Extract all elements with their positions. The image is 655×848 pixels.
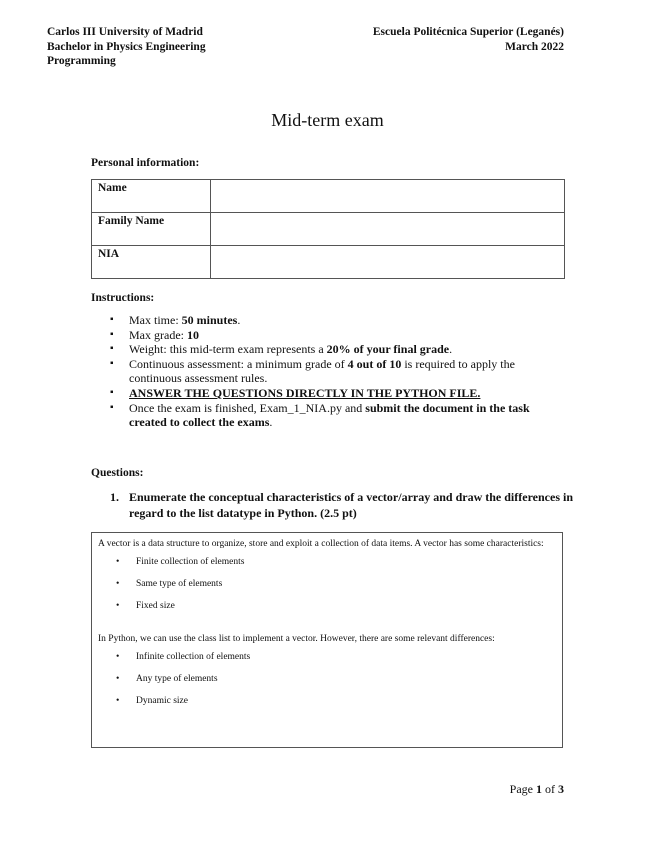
instruction-text: Continuous assessment: a minimum grade of [129,356,348,371]
python-differences-intro: In Python, we can use the class list to implement a vector. However, there are some relevant differences: [98,634,495,644]
nia-label: NIA [92,246,211,279]
instruction-text: Max grade: [129,327,187,342]
vector-characteristics-list [98,551,556,617]
page-number [510,782,564,797]
personal-info-table [91,179,565,279]
instruction-emphasis: ANSWER THE QUESTIONS DIRECTLY IN THE PYTHON FILE. [129,385,481,400]
list-item: • Same type of elements [98,573,556,595]
degree-name: Bachelor in Physics Engineering [47,40,206,53]
instruction-text: . [237,313,241,327]
current-page: 1 [536,782,542,796]
list-item: • Infinite collection of elements [98,646,556,668]
question-1 [110,489,579,521]
instruction-text: . [449,342,453,357]
instruction-text: Weight: this mid-term exam represents a [129,342,327,357]
family-name-label: Family Name [92,213,211,246]
list-item: • Any type of elements [98,668,556,690]
total-pages: 3 [558,782,564,796]
instruction-emphasis: 10 [186,327,199,342]
instruction-emphasis: submit the document in the task created to collect the exams [129,400,530,430]
question-number: 1. [110,490,119,504]
list-item [110,342,565,357]
table-row [92,246,565,279]
page-title: Mid-term exam [271,110,384,130]
list-differences-list [98,646,556,712]
instruction-text: . [269,415,273,430]
list-item: • Fixed size [98,595,556,617]
question-text: Enumerate the conceptual characteristics of a vector/array and draw the differences in regard to the list datatype in Python. (2.5 pt) [129,490,574,520]
header-left [47,25,206,69]
instruction-text: is required to apply the continuous assessment rules. [129,356,515,386]
page-word: Page [509,782,533,796]
list-item [110,401,565,430]
instruction-text: Max time: [129,313,182,327]
nia-field[interactable] [211,246,565,279]
table-row [92,180,565,213]
answer-intro: A vector is a data structure to organize, store and exploit a collection of data items. A vector has some characteristics: [98,539,544,549]
questions-label: Questions: [91,467,144,479]
of-word: of [545,782,555,796]
header-right [373,25,564,54]
list-item: • Dynamic size [98,690,556,712]
table-row [92,213,565,246]
instructions-label: Instructions: [91,292,155,304]
list-item: • Finite collection of elements [98,551,556,573]
school-name: Escuela Politécnica Superior (Leganés) [372,26,564,38]
list-item [110,313,565,328]
personal-info-label: Personal information: [91,157,200,169]
list-item [110,386,565,401]
exam-date: March 2022 [505,40,564,53]
name-label: Name [92,180,211,213]
instructions-list [110,313,565,430]
university-name: Carlos III University of Madrid [47,26,203,38]
list-item [110,328,565,343]
course-name: Programming [47,55,116,67]
instruction-emphasis: 4 out of 10 [347,356,402,371]
list-item [110,357,565,386]
answer-box [91,532,563,748]
instruction-emphasis: 50 minutes [181,313,238,327]
instruction-emphasis: 20% of your final grade [326,342,450,357]
name-field[interactable] [211,180,565,213]
family-name-field[interactable] [211,213,565,246]
instruction-text: Once the exam is finished, Exam_1_NIA.py and [129,400,366,415]
